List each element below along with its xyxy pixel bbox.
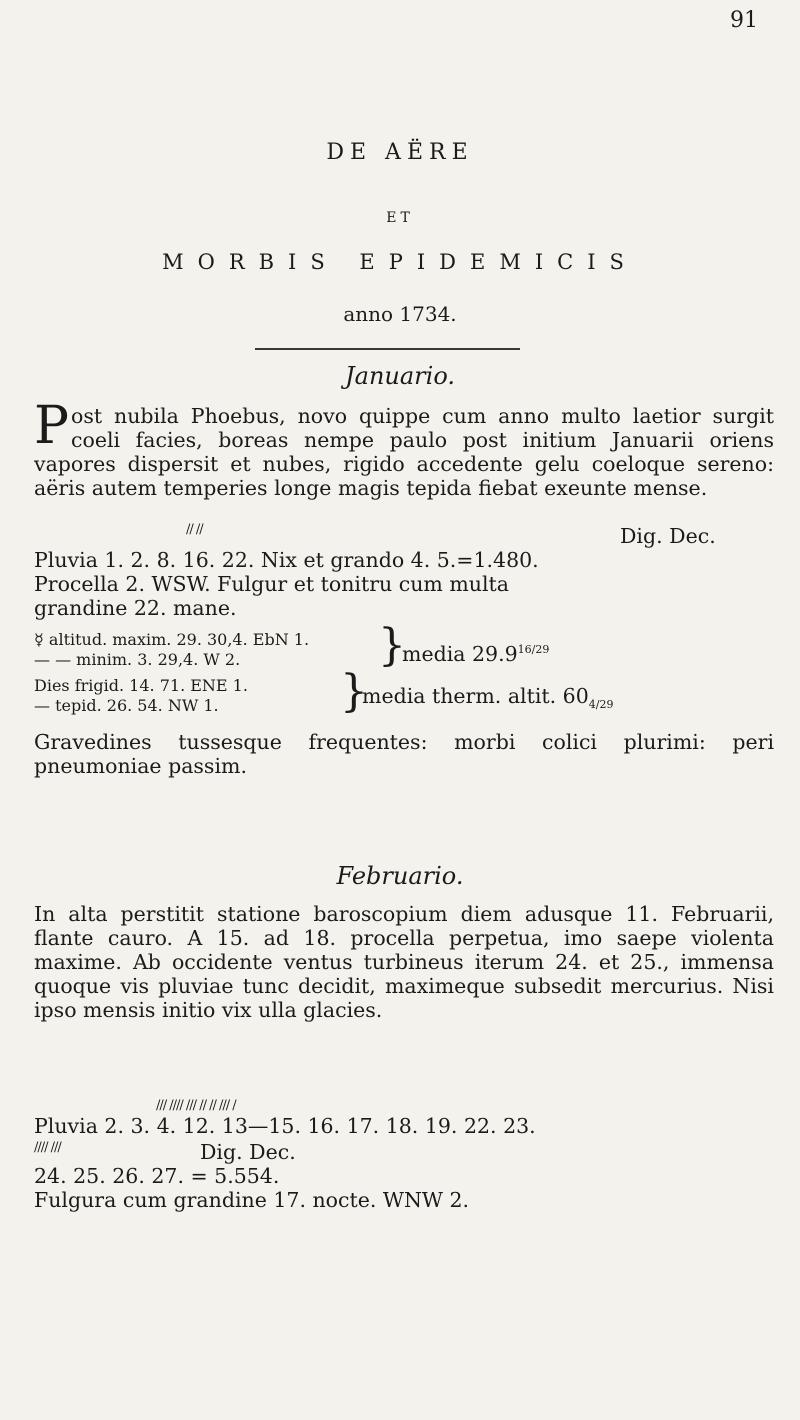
brace-symbol: }	[340, 666, 368, 717]
january-closing: Gravedines tussesque frequentes: morbi colici plurimi: peri pneumoniae passim.	[34, 730, 774, 778]
drop-cap: P	[34, 396, 69, 456]
thermometer-fraction: 4/29	[588, 698, 614, 712]
january-procella: Procella 2. WSW. Fulgur et tonitru cum multa	[34, 572, 510, 596]
title-line-2: ET	[386, 210, 414, 226]
january-pluvia: Pluvia 1. 2. 8. 16. 22. Nix et grando 4. 5.=1.480.	[34, 548, 539, 572]
days-cold: Dies frigid. 14. 71. ENE 1.	[34, 676, 248, 695]
february-marks-2: //// ///	[34, 1140, 61, 1155]
title-line-1: DE AËRE	[326, 140, 474, 165]
january-text: ost nubila Phoebus, novo quippe cum anno multo laetior surgit coeli facies, boreas nempe paulo post initium Januarii oriens vapores dispersit et nubes, rigido accedente gelu coeloque sereno: aëris autem temperies longe magis tepida fiebat exeunte mense.	[34, 404, 774, 500]
title-year: anno 1734.	[343, 302, 457, 326]
month-heading-january: Januario.	[345, 362, 455, 390]
page-number: 91	[730, 8, 758, 33]
january-marks: // //	[186, 522, 203, 537]
february-dig-dec: Dig. Dec.	[200, 1140, 296, 1164]
month-heading-february: Februario.	[336, 862, 464, 890]
brace-symbol: }	[378, 620, 406, 671]
february-paragraph: In alta perstitit statione baroscopium diem adusque 11. Februarii, flante cauro. A 15. ad 18. procella perpetua, imo saepe violenta maxime. Ab occidente ventus turbineus iterum 24. et 25., immensa quoque vis pluviae tunc decidit, maximeque subsedit mercurius. Nisi ipso mensis initio vix ulla glacies.	[34, 902, 774, 1022]
barometer-max: ☿ altitud. maxim. 29. 30,4. EbN 1.	[34, 630, 310, 649]
title-line-3: MORBIS EPIDEMICIS	[162, 250, 638, 274]
days-warm: — tepid. 26. 54. NW 1.	[34, 696, 219, 715]
barometer-media: media $29.9^{16/29}$	[402, 641, 550, 666]
january-paragraph	[34, 396, 774, 500]
february-pluvia: Pluvia 2. 3. 4. 12. 13—15. 16. 17. 18. 19. 22. 23.	[34, 1114, 536, 1138]
february-fulgura: Fulgura cum grandine 17. nocte. WNW 2.	[34, 1188, 470, 1212]
february-marks-1: /// //// /// // // /// /	[156, 1098, 236, 1113]
january-grandine: grandine 22. mane.	[34, 596, 237, 620]
january-dig-dec: Dig. Dec.	[620, 524, 716, 548]
title-divider	[255, 348, 520, 350]
february-totals: 24. 25. 26. 27. = 5.554.	[34, 1164, 280, 1188]
thermometer-media: media therm. altit. $60_{4/29}$	[362, 684, 614, 712]
barometer-min: — — minim. 3. 29,4. W 2.	[34, 650, 241, 669]
barometer-fraction: 16/29	[517, 643, 550, 656]
